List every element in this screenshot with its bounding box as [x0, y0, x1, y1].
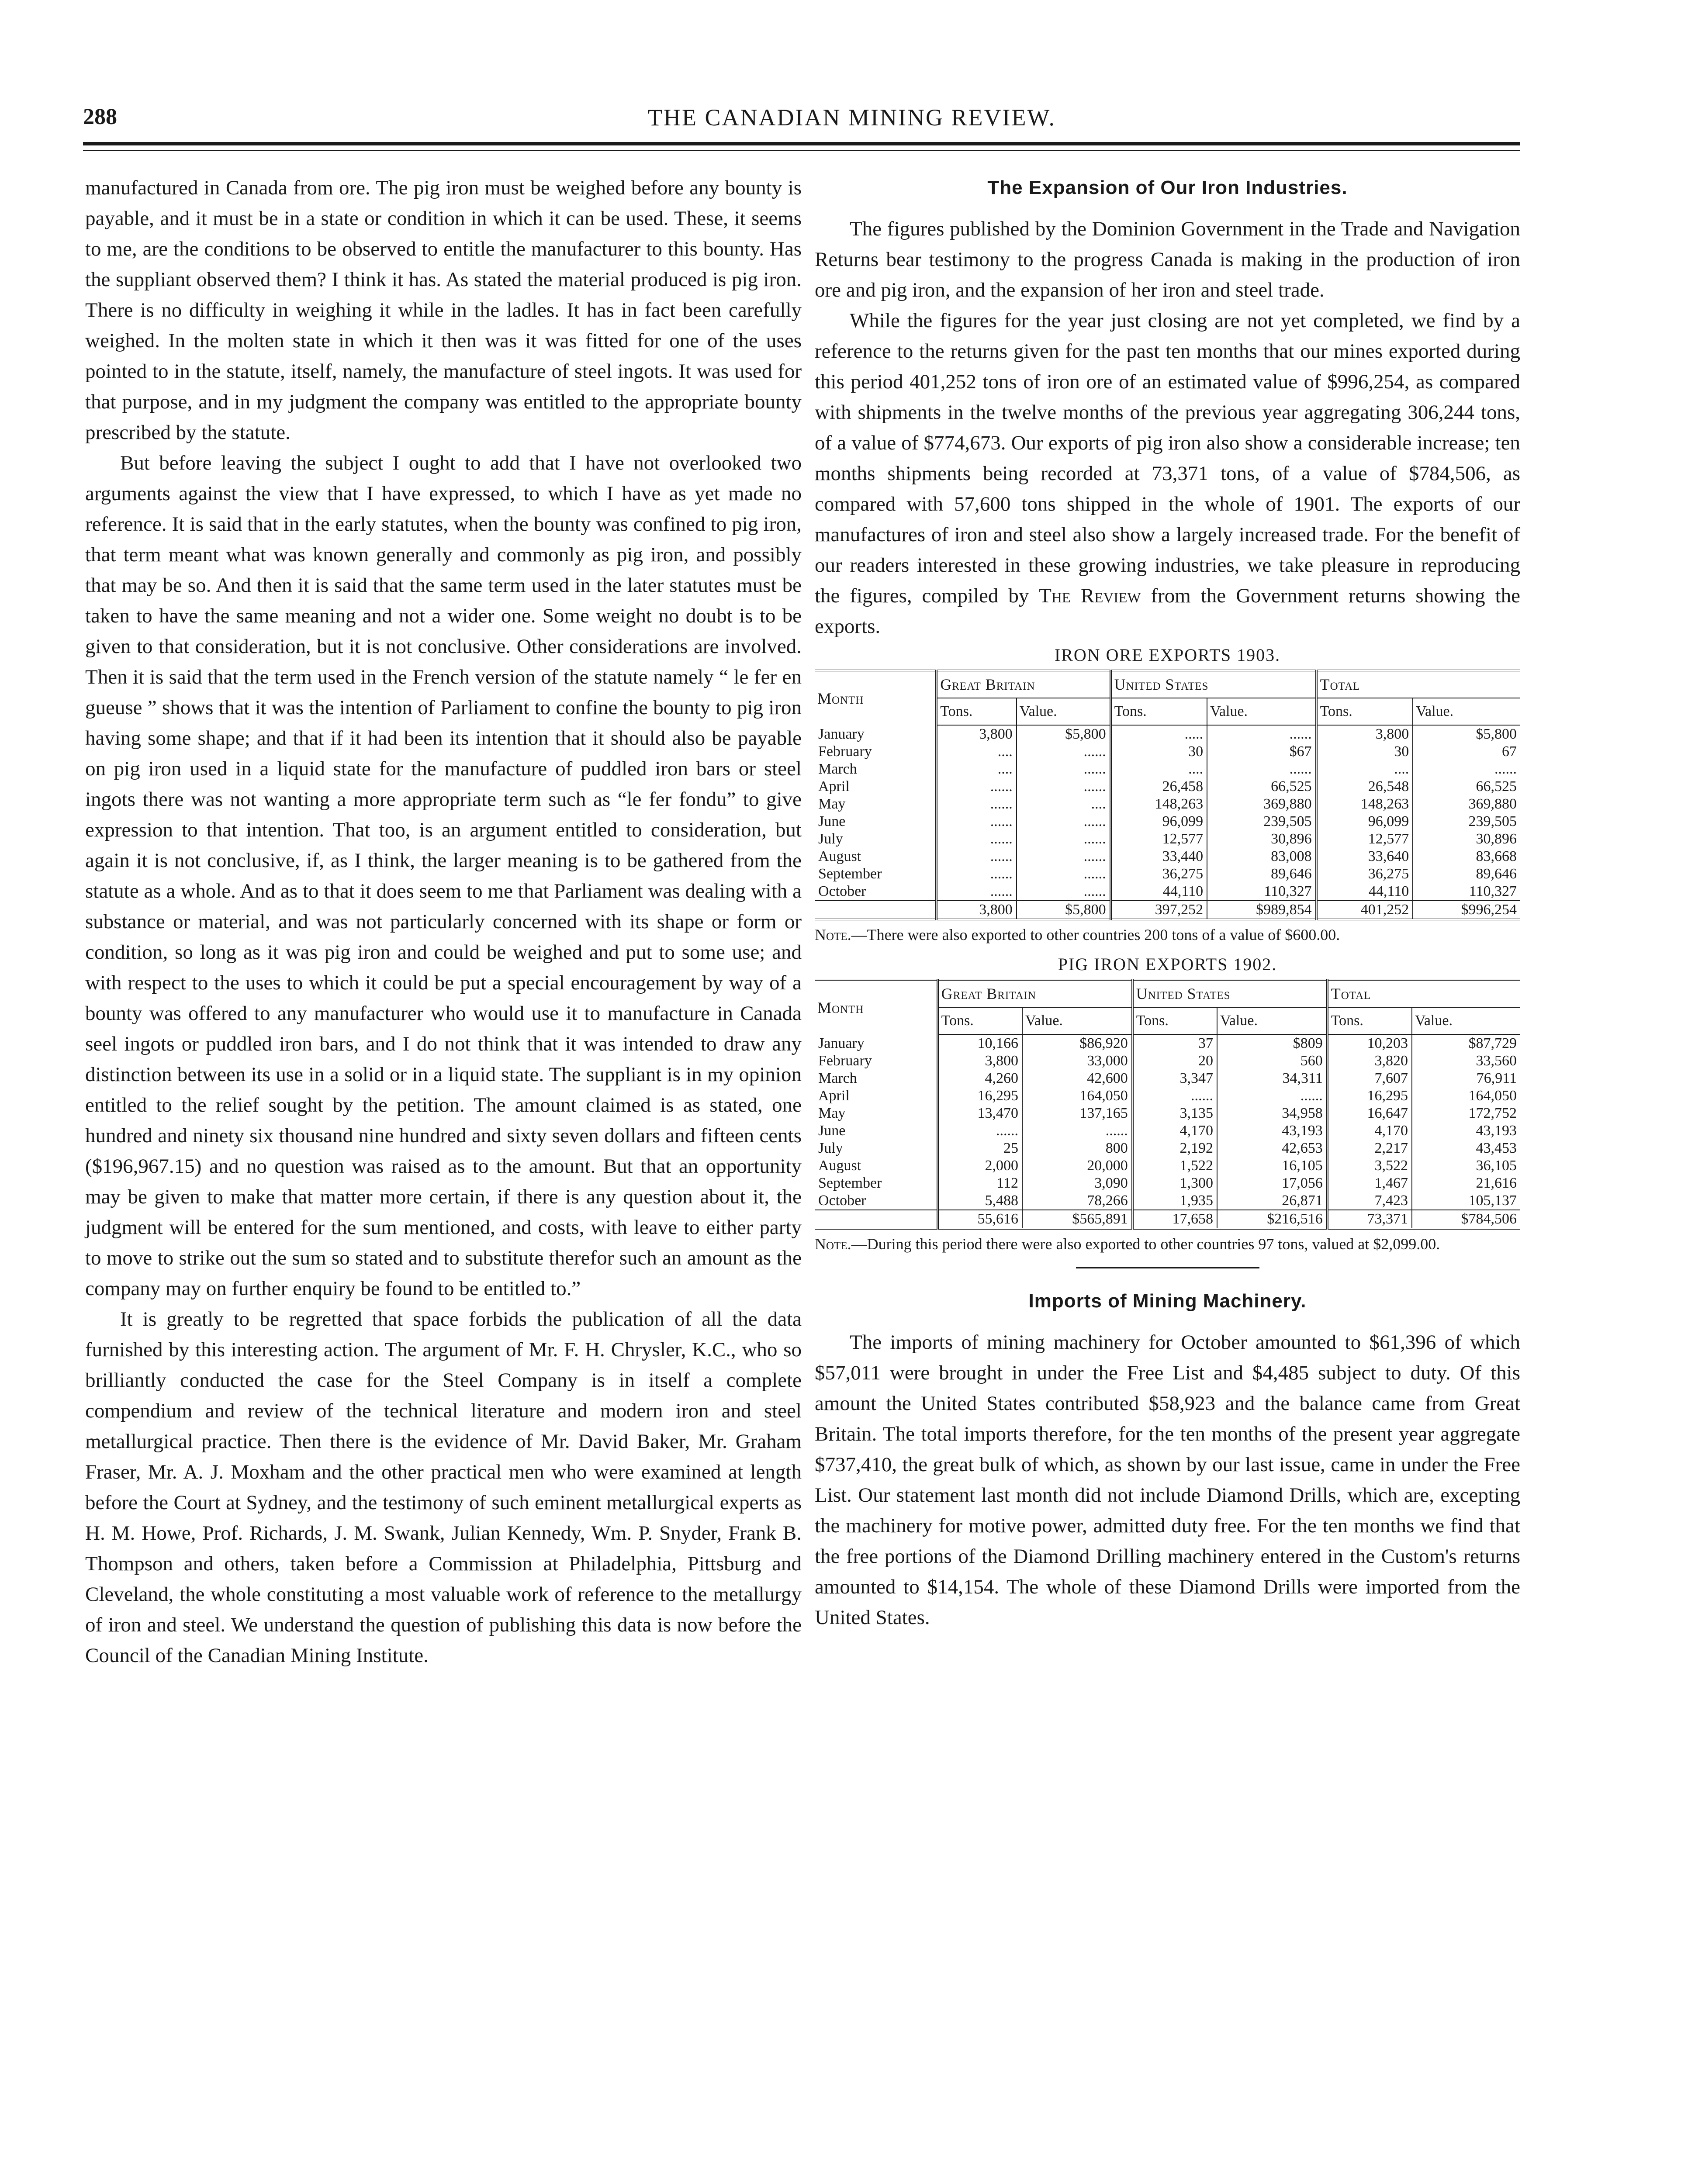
table-row [815, 1034, 1520, 1052]
pig-iron-exports-table [815, 979, 1520, 1230]
tons-header: Tons. [937, 1007, 1022, 1034]
value-cell: $5,800 [1017, 901, 1110, 919]
value-cell: 10,166 [937, 1034, 1022, 1052]
value-cell: 110,327 [1413, 883, 1520, 901]
value-cell: ...... [1132, 1087, 1217, 1105]
section-divider [1076, 1267, 1259, 1268]
value-cell: 16,295 [1327, 1087, 1412, 1105]
month-cell: March [818, 1070, 857, 1086]
value-cell: 55,616 [937, 1210, 1022, 1229]
value-cell: ...... [1017, 778, 1110, 795]
value-cell: ...... [1017, 830, 1110, 848]
table-row [815, 1087, 1520, 1105]
value-header: Value. [1022, 1007, 1132, 1034]
month-cell: September [818, 866, 882, 882]
value-cell: ...... [937, 813, 1017, 830]
value-header: Value. [1017, 698, 1110, 725]
value-cell: 1,522 [1132, 1157, 1217, 1175]
month-cell: April [818, 778, 850, 795]
value-cell: 26,458 [1110, 778, 1207, 795]
value-cell: ...... [937, 865, 1017, 883]
value-cell: 89,646 [1413, 865, 1520, 883]
value-cell: 33,560 [1412, 1052, 1520, 1070]
group-header: United States [1132, 980, 1327, 1007]
value-cell: 30,896 [1413, 830, 1520, 848]
value-cell: .... [937, 760, 1017, 778]
value-cell: 110,327 [1207, 883, 1316, 901]
value-cell: 3,522 [1327, 1157, 1412, 1175]
month-header: Month [815, 670, 937, 725]
value-cell: 96,099 [1316, 813, 1413, 830]
value-cell: 148,263 [1316, 795, 1413, 813]
value-cell: 7,423 [1327, 1192, 1412, 1210]
value-cell: 73,371 [1327, 1210, 1412, 1229]
month-cell: October [818, 1192, 866, 1209]
value-cell: 164,050 [1412, 1087, 1520, 1105]
month-cell: April [818, 1088, 850, 1104]
value-cell: ...... [937, 830, 1017, 848]
value-cell: .... [1017, 795, 1110, 813]
value-cell: $67 [1207, 743, 1316, 760]
value-cell: 105,137 [1412, 1192, 1520, 1210]
value-cell: 5,488 [937, 1192, 1022, 1210]
value-cell: 96,099 [1110, 813, 1207, 830]
right-column [815, 173, 1520, 1633]
value-cell: ...... [1017, 760, 1110, 778]
publication-name: The Review [1039, 584, 1141, 607]
paragraph: It is greatly to be regretted that space forbids the publication of all the data furnished by this interesting action. The argument of Mr. F. H. Chrysler, K.C., who so brilliantly conducted the case for the Steel Company is in itself a complete compendium and review of the technical literature and modern iron and steel metallurgical practice. Then there is the evidence of Mr. David Baker, Mr. Graham Fraser, Mr. A. J. Moxham and the other practical men who were examined at length before the Court at Sydney, and the testimony of such eminent metallurgical experts as H. M. Howe, Prof. Richards, J. M. Swank, Julian Kennedy, Wm. P. Snyder, Frank B. Thompson and others, taken before a Commission at Philadelphia, Pittsburg and Cleveland, the whole constituting a most valuable work of reference to the metallurgy of iron and steel. We understand the question of publishing this data is now before the Council of the Canadian Mining Institute. [85, 1308, 802, 1667]
section-heading: The Expansion of Our Iron Industries. [987, 177, 1348, 198]
value-cell: 44,110 [1316, 883, 1413, 901]
value-cell: 3,347 [1132, 1070, 1217, 1087]
month-cell: May [818, 1105, 846, 1121]
value-cell: 34,311 [1217, 1070, 1327, 1087]
group-header: Total [1327, 980, 1520, 1007]
value-cell: 4,170 [1132, 1122, 1217, 1140]
value-cell: 112 [937, 1175, 1022, 1192]
value-cell: 33,000 [1022, 1052, 1132, 1070]
month-cell: March [818, 761, 857, 777]
value-cell: 369,880 [1207, 795, 1316, 813]
value-cell: 4,260 [937, 1070, 1022, 1087]
month-cell: October [818, 883, 866, 899]
value-cell: 10,203 [1327, 1034, 1412, 1052]
value-cell: 42,653 [1217, 1140, 1327, 1157]
value-cell: 43,193 [1412, 1122, 1520, 1140]
group-header: Total [1316, 670, 1520, 698]
header-rule-thick [83, 142, 1520, 145]
value-cell: 89,646 [1207, 865, 1316, 883]
value-cell: 30 [1110, 743, 1207, 760]
value-cell: 4,170 [1327, 1122, 1412, 1140]
value-cell: 3,820 [1327, 1052, 1412, 1070]
table-title: PIG IRON EXPORTS 1902. [1058, 954, 1277, 974]
header-rule-thin [83, 150, 1520, 151]
value-cell: 30,896 [1207, 830, 1316, 848]
value-cell: $5,800 [1413, 725, 1520, 743]
value-cell: 369,880 [1413, 795, 1520, 813]
value-cell: 66,525 [1207, 778, 1316, 795]
table-row [815, 1052, 1520, 1070]
running-title: THE CANADIAN MINING REVIEW. [648, 104, 1056, 131]
value-cell: $989,854 [1207, 901, 1316, 919]
value-cell: 397,252 [1110, 901, 1207, 919]
month-header: Month [815, 980, 937, 1034]
value-cell: 1,467 [1327, 1175, 1412, 1192]
value-cell: 25 [937, 1140, 1022, 1157]
month-cell: June [818, 813, 846, 829]
tons-header: Tons. [1327, 1007, 1412, 1034]
value-cell: 12,577 [1316, 830, 1413, 848]
month-cell: September [818, 1175, 882, 1191]
value-cell: 3,800 [937, 725, 1017, 743]
value-cell: 83,008 [1207, 848, 1316, 865]
value-cell: 17,056 [1217, 1175, 1327, 1192]
left-column [85, 173, 802, 1671]
value-cell: 43,193 [1217, 1122, 1327, 1140]
month-cell [815, 1210, 937, 1229]
value-cell: ...... [937, 883, 1017, 901]
value-cell: ...... [1217, 1087, 1327, 1105]
table-row [815, 1122, 1520, 1140]
value-cell: ...... [1017, 813, 1110, 830]
value-cell: 800 [1022, 1140, 1132, 1157]
month-cell: February [818, 1053, 872, 1069]
value-cell: $996,254 [1413, 901, 1520, 919]
table-row [815, 778, 1520, 795]
value-cell: 36,275 [1110, 865, 1207, 883]
tons-header: Tons. [937, 698, 1017, 725]
value-cell: 33,640 [1316, 848, 1413, 865]
value-cell: ...... [1017, 883, 1110, 901]
value-cell: .... [1316, 760, 1413, 778]
table-row [815, 813, 1520, 830]
table-row [815, 1140, 1520, 1157]
value-cell: 76,911 [1412, 1070, 1520, 1087]
paragraph: The figures published by the Dominion Government in the Trade and Navigation Returns bear testimony to the progress Canada is making in the production of iron ore and pig iron, and the expansion of her iron and steel trade. [815, 218, 1520, 301]
month-cell: January [818, 726, 865, 742]
month-cell: January [818, 1035, 865, 1051]
month-cell: February [818, 743, 872, 760]
table-row [815, 830, 1520, 848]
value-header: Value. [1413, 698, 1520, 725]
value-cell: ...... [1017, 848, 1110, 865]
value-cell: 13,470 [937, 1105, 1022, 1122]
value-cell: 1,935 [1132, 1192, 1217, 1210]
value-cell: $5,800 [1017, 725, 1110, 743]
value-cell: ...... [937, 795, 1017, 813]
paragraph: But before leaving the subject I ought to add that I have not overlooked two arguments against the view that I have expressed, to which I have as yet made no reference. It is said that in the early statutes, when the bounty was confined to pig iron, that term meant what was known generally and commonly as pig iron, and possibly that may be so. And then it is said that the same term used in the later statutes must be taken to have the same meaning and not a wider one. Some weight no doubt is to be given to that consideration, but it is not conclusive. Other considerations are involved. Then it is said that the term used in the French version of the statute namely “ le fer en gueuse ” shows that it was the intention of Parliament to confine the bounty to pig iron having some shape; and that if it had been its intention that it should also be payable on pig iron used in a liquid state for the manufacture of puddled iron bars or steel ingots there was not wanting a more appropriate term such as “le fer fondu” to give expression to that intention. That too, is an argument entitled to consideration, but again it is not conclusive, if, as I think, the larger meaning is to be gathered from the statute as a whole. And as to that it does seem to me that Parliament was dealing with a substance or material, and was not particularly concerned with its shape or form or condition, so long as it was pig iron and could be weighed and put to some use; and with respect to the uses to which it could be put a special encouragement by way of a bounty was offered to any manufacturer who would use it to manufacture in Canada seel ingots or puddled iron bars, and I do not think that it was intended to draw any distinction between its use in a solid or in a liquid state. The suppliant is in my opinion entitled to the relief sought by the petition. The amount claimed is as stated, one hundred and ninety six thousand nine hundred and sixty seven dollars and fifteen cents ($196,967.15) and no question was raised as to the amount. But that an opportunity may be given to make that matter more certain, if there is any question about it, the judgment will be entered for the sum mentioned, and costs, with leave to either party to move to strike out the sum so stated and to substitute therefor such an amount as the company may on further enquiry be found to be entitled to.” [85, 452, 802, 1300]
value-cell: 33,440 [1110, 848, 1207, 865]
value-cell: 30 [1316, 743, 1413, 760]
value-cell: 560 [1217, 1052, 1327, 1070]
value-cell: 44,110 [1110, 883, 1207, 901]
table-note: Note.—There were also exported to other countries 200 tons of a value of $600.00. [815, 926, 1340, 943]
value-cell: 2,000 [937, 1157, 1022, 1175]
month-cell: July [818, 831, 843, 847]
value-cell: ...... [1413, 760, 1520, 778]
value-cell: 16,105 [1217, 1157, 1327, 1175]
value-header: Value. [1217, 1007, 1327, 1034]
value-cell: ...... [937, 778, 1017, 795]
value-cell: .... [1110, 760, 1207, 778]
value-cell: 148,263 [1110, 795, 1207, 813]
value-cell: 43,453 [1412, 1140, 1520, 1157]
value-cell: 36,275 [1316, 865, 1413, 883]
tons-header: Tons. [1132, 1007, 1217, 1034]
value-cell: 20 [1132, 1052, 1217, 1070]
value-cell: .... [937, 743, 1017, 760]
value-cell: ...... [1017, 743, 1110, 760]
month-cell: June [818, 1123, 846, 1139]
month-cell: August [818, 1158, 861, 1174]
value-cell: 3,135 [1132, 1105, 1217, 1122]
month-cell: August [818, 848, 861, 864]
value-cell: $784,506 [1412, 1210, 1520, 1229]
value-cell: 66,525 [1413, 778, 1520, 795]
iron-ore-exports-table [815, 670, 1520, 920]
value-cell: 3,800 [937, 901, 1017, 919]
table-row [815, 1070, 1520, 1087]
value-cell: 67 [1413, 743, 1520, 760]
paragraph: manufactured in Canada from ore. The pig iron must be weighed before any bounty is payable, and it must be in a state or condition in which it can be used. These, it seems to me, are the conditions to be observed to entitle the manufacturer to this bounty. Has the suppliant observed them? I think it has. As stated the material produced is pig iron. There is no difficulty in weighing it while in the ladles. It has in fact been carefully weighed. In the molten state in which it then was it was fitted for one of the uses pointed to in the statute, itself, namely, the manufacture of steel ingots. It was used for that purpose, and in my judgment the company was entitled to the appropriate bounty prescribed by the statute. [85, 176, 802, 444]
value-cell: 164,050 [1022, 1087, 1132, 1105]
table-row [815, 883, 1520, 901]
value-cell: 42,600 [1022, 1070, 1132, 1087]
value-cell: 20,000 [1022, 1157, 1132, 1175]
table-row [815, 760, 1520, 778]
value-cell: 12,577 [1110, 830, 1207, 848]
value-cell: ...... [1017, 865, 1110, 883]
value-cell: 17,658 [1132, 1210, 1217, 1229]
table-row [815, 795, 1520, 813]
table-row [815, 1157, 1520, 1175]
table-row [815, 848, 1520, 865]
tons-header: Tons. [1316, 698, 1413, 725]
value-cell: ...... [937, 1122, 1022, 1140]
value-cell: 78,266 [1022, 1192, 1132, 1210]
value-cell: $809 [1217, 1034, 1327, 1052]
value-cell: 172,752 [1412, 1105, 1520, 1122]
value-cell: 7,607 [1327, 1070, 1412, 1087]
value-header: Value. [1412, 1007, 1520, 1034]
value-cell: $565,891 [1022, 1210, 1132, 1229]
value-cell: $86,920 [1022, 1034, 1132, 1052]
value-cell: ..... [1110, 725, 1207, 743]
paragraph: While the figures for the year just closing are not yet completed, we find by a reference to the returns given for the past ten months that our mines exported during this period 401,252 tons of iron ore of an estimated value of $996,254, as compared with shipments in the twelve months of the previous year aggregating 306,244 tons, of a value of $774,673. Our exports of pig iron also show a considerable increase; ten months shipments being recorded at 73,371 tons, of a value of $784,506, as compared with 57,600 tons shipped in the whole of 1901. The exports of our manufactures of iron and steel also show a largely increased trade. For the benefit of our readers interested in these growing industries, we take pleasure in reproducing the figures, compiled by The Review from the Government returns showing the exports. [815, 309, 1520, 638]
section-heading: Imports of Mining Machinery. [1028, 1290, 1307, 1312]
value-cell: ...... [1207, 725, 1316, 743]
value-cell: 3,800 [1316, 725, 1413, 743]
value-cell: 16,295 [937, 1087, 1022, 1105]
group-header: Great Britain [937, 670, 1110, 698]
value-cell: 2,217 [1327, 1140, 1412, 1157]
totals-row [815, 901, 1520, 919]
table-row [815, 865, 1520, 883]
table-row [815, 1105, 1520, 1122]
month-cell: May [818, 796, 846, 812]
table-note: Note.—During this period there were also exported to other countries 97 tons, valued at $2,099.00. [815, 1235, 1440, 1253]
value-cell: ...... [1207, 760, 1316, 778]
table-title: IRON ORE EXPORTS 1903. [1054, 645, 1281, 665]
value-cell: ...... [937, 848, 1017, 865]
table-row [815, 1192, 1520, 1210]
value-cell: 3,090 [1022, 1175, 1132, 1192]
value-cell: 1,300 [1132, 1175, 1217, 1192]
value-cell: 2,192 [1132, 1140, 1217, 1157]
table-row [815, 1175, 1520, 1192]
tons-header: Tons. [1110, 698, 1207, 725]
paragraph: The imports of mining machinery for October amounted to $61,396 of which $57,011 were brought in under the Free List and $4,485 subject to duty. Of this amount the United States contributed $58,923 and the balance came from Great Britain. The total imports therefore, for the ten months of the present year aggregate $737,410, the great bulk of which, as shown by our last issue, came in under the Free List. Our statement last month did not include Diamond Drills, which are, excepting the machinery for motive power, admitted duty free. For the ten months we find that the free portions of the Diamond Drilling machinery entered in the Custom's returns amounted to $14,154. The whole of these Diamond Drills were imported from the United States. [815, 1331, 1520, 1629]
table-row [815, 743, 1520, 760]
value-cell: 239,505 [1207, 813, 1316, 830]
value-cell: 26,871 [1217, 1192, 1327, 1210]
group-header: United States [1110, 670, 1316, 698]
value-cell: 34,958 [1217, 1105, 1327, 1122]
value-cell: 239,505 [1413, 813, 1520, 830]
month-cell: July [818, 1140, 843, 1156]
value-cell: $87,729 [1412, 1034, 1520, 1052]
value-cell: $216,516 [1217, 1210, 1327, 1229]
page-number: 288 [83, 104, 117, 129]
value-cell: 401,252 [1316, 901, 1413, 919]
table-row [815, 725, 1520, 743]
value-cell: 137,165 [1022, 1105, 1132, 1122]
value-cell: 37 [1132, 1034, 1217, 1052]
value-cell: 83,668 [1413, 848, 1520, 865]
value-cell: 26,548 [1316, 778, 1413, 795]
value-cell: 36,105 [1412, 1157, 1520, 1175]
value-cell: 16,647 [1327, 1105, 1412, 1122]
value-header: Value. [1207, 698, 1316, 725]
group-header: Great Britain [937, 980, 1132, 1007]
month-cell [815, 901, 937, 919]
value-cell: 21,616 [1412, 1175, 1520, 1192]
value-cell: ...... [1022, 1122, 1132, 1140]
totals-row [815, 1210, 1520, 1229]
value-cell: 3,800 [937, 1052, 1022, 1070]
